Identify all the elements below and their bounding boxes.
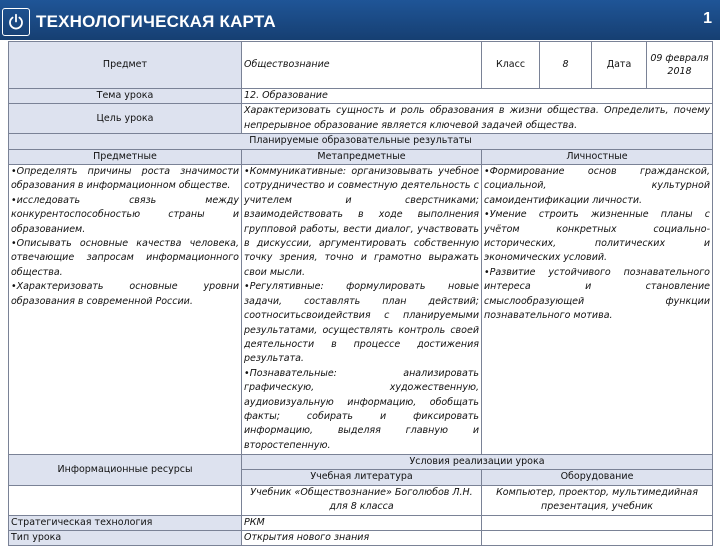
tech-card-table [8, 41, 713, 546]
meta-results-cell [242, 165, 482, 455]
list-item: •Определять причины роста значимости образования в информационном обществе. [11, 166, 239, 192]
literature-value: Учебник «Обществознание» Боголюбов Л.Н. для 8 класса [242, 485, 482, 515]
list-item: •исследовать связь между конкурентоспособностью страны и образованием. [11, 194, 239, 235]
subject-value: Обществознание [242, 42, 482, 89]
date-label: Дата [592, 42, 647, 89]
page-number: 1 [703, 10, 712, 27]
power-button[interactable] [2, 8, 30, 36]
power-icon [7, 13, 25, 31]
topic-row [9, 89, 713, 104]
topic-label: Тема урока [9, 89, 242, 104]
goal-label: Цель урока [9, 104, 242, 134]
subject-label: Предмет [9, 42, 242, 89]
list-item: •Характеризовать основные уровни образования в современной России. [11, 281, 239, 307]
list-item: •Коммуникативные: организовывать учебное сотрудничество и совместную деятельность с учителем и сверстниками; взаимодействовать в ходе выполнения групповой работы, вести диалог, участвовать в дискуссии, аргументировать собственную точку зрения, точно и грамотно выражать свои мысли. [244, 166, 479, 278]
literature-title: Учебная литература [242, 470, 482, 485]
list-item: •Развитие устойчивого познавательного интереса и становление смыслообразующей функции познавательного мотива. [484, 266, 710, 322]
list-item: •Формирование основ гражданской, социальной, культурной самоидентификации личности. [484, 166, 710, 206]
date-value: 09 февраля 2018 [647, 42, 713, 89]
conditions-content-row [9, 485, 713, 515]
technology-row [9, 515, 713, 530]
subject-results-cell [9, 165, 242, 455]
conditions-section-title: Условия реализации урока [242, 455, 713, 470]
lesson-type-empty [482, 531, 713, 546]
resources-label: Информационные ресурсы [9, 455, 242, 486]
lesson-type-value: Открытия нового знания [242, 531, 482, 546]
technology-empty [482, 515, 713, 530]
slide-title: ТЕХНОЛОГИЧЕСКАЯ КАРТА [36, 12, 276, 31]
lesson-type-row [9, 531, 713, 546]
technology-value: РКМ [242, 515, 482, 530]
equipment-value: Компьютер, проектор, мультимедийная презентация, учебник [482, 485, 713, 515]
personal-results-title: Личностные [482, 149, 713, 164]
goal-value: Характеризовать сущность и роль образования в жизни общества. Определить, почему непрерывное образование является ключевой задачей общества. [242, 104, 713, 134]
list-item: •Описывать основные качества человека, отвечающие запросам информационного общества. [11, 238, 239, 278]
meta-results-title: Метапредметные [242, 149, 482, 164]
title-bar [0, 0, 720, 40]
list-item: •Регулятивные: формулировать новые задачи, составлять план действий; соотноситьсвоидействия с планируемыми результатами, осуществлять контроль своей деятельности в процессе достижения результата. [244, 281, 479, 365]
goal-row [9, 104, 713, 134]
personal-results-cell [482, 165, 713, 455]
tech-card-table-container [8, 41, 712, 546]
equipment-title: Оборудование [482, 470, 713, 485]
class-value: 8 [540, 42, 592, 89]
conditions-title-row [9, 455, 713, 470]
subject-results-title: Предметные [9, 149, 242, 164]
results-section-title: Планируемые образовательные результаты [9, 134, 713, 149]
resources-value [9, 485, 242, 515]
results-content-row [9, 165, 713, 455]
topic-value: 12. Образование [242, 89, 713, 104]
list-item: •Познавательные: анализировать графическую, художественную, аудиовизуальную информацию, обобщать факты; собирать и фиксировать информацию, выделяя главную и второстепенную. [244, 367, 479, 451]
list-item: •Умение строить жизненные планы с учётом конкретных социально-исторических, политических и экономических условий. [484, 209, 710, 264]
results-title-row [9, 134, 713, 149]
results-header-row [9, 149, 713, 164]
lesson-type-label: Тип урока [9, 531, 242, 546]
class-label: Класс [482, 42, 540, 89]
technology-label: Стратегическая технология [9, 515, 242, 530]
subject-row [9, 42, 713, 89]
